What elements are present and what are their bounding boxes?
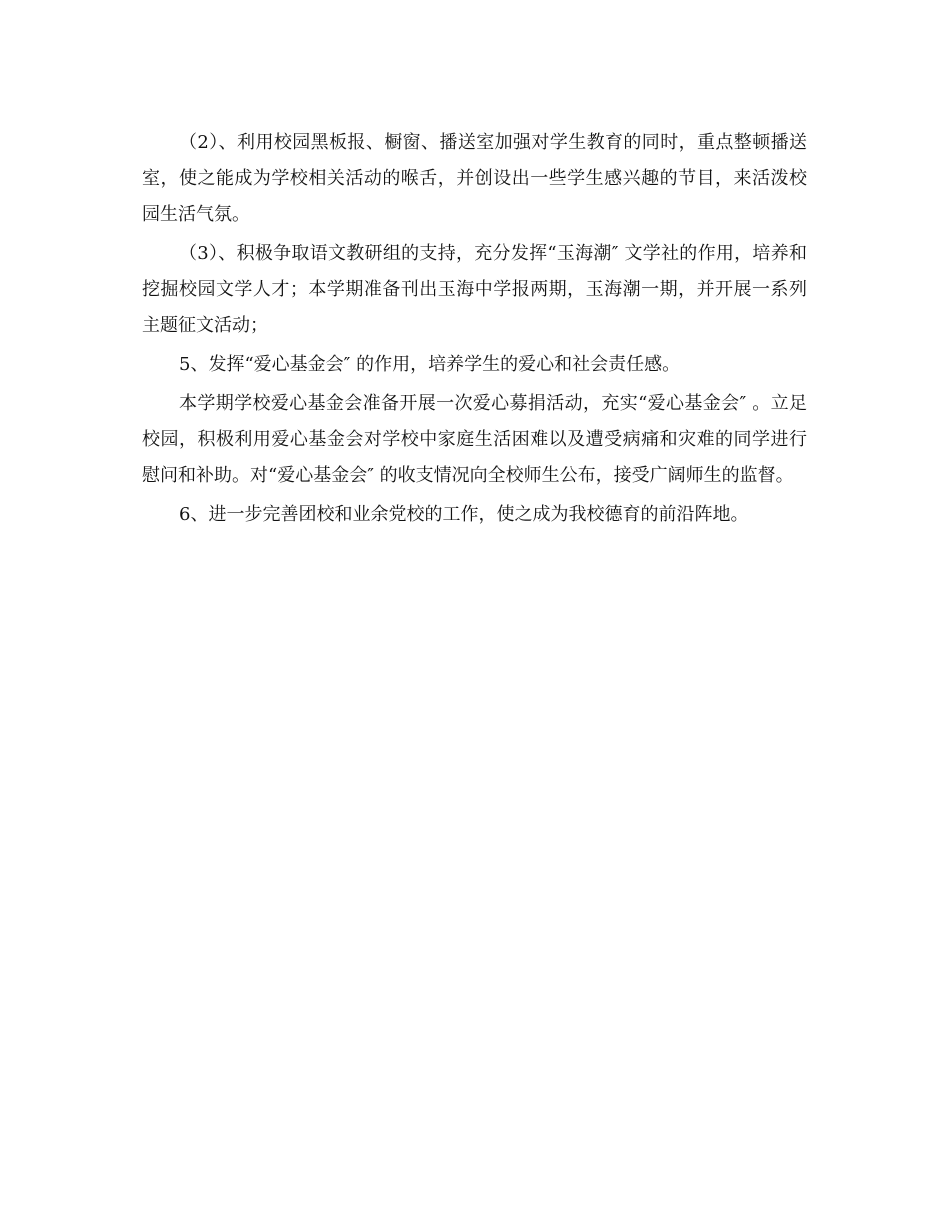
- paragraph-1: （2）、利用校园黑板报、橱窗、播送室加强对学生教育的同时，重点整顿播送室，使之能成为学校相关活动的喉舌，并创设出一些学生感兴趣的节目，来活泼校园生活气氛。: [142, 132, 807, 225]
- paragraph-5: 6、进一步完善团校和业余党校的工作，使之成为我校德育的前沿阵地。: [179, 504, 749, 525]
- paragraph-2: （3）、积极争取语文教研组的支持，充分发挥“玉海潮″ 文学社的作用，培养和挖掘校园文学人才；本学期准备刊出玉海中学报两期，玉海潮一期，并开展一系列主题征文活动；: [142, 243, 807, 336]
- document-body: [142, 125, 807, 536]
- paragraph-3: 5、发挥“爱心基金会″ 的作用，培养学生的爱心和社会责任感。: [179, 354, 681, 375]
- paragraph-4: 本学期学校爱心基金会准备开展一次爱心募捐活动，充实“爱心基金会″ 。立足校园，积极利用爱心基金会对学校中家庭生活困难以及遭受病痛和灾难的同学进行慰问和补助。对“爱心基金会″ 的收支情况向全校师生公布，接受广阔师生的监督。: [142, 393, 807, 486]
